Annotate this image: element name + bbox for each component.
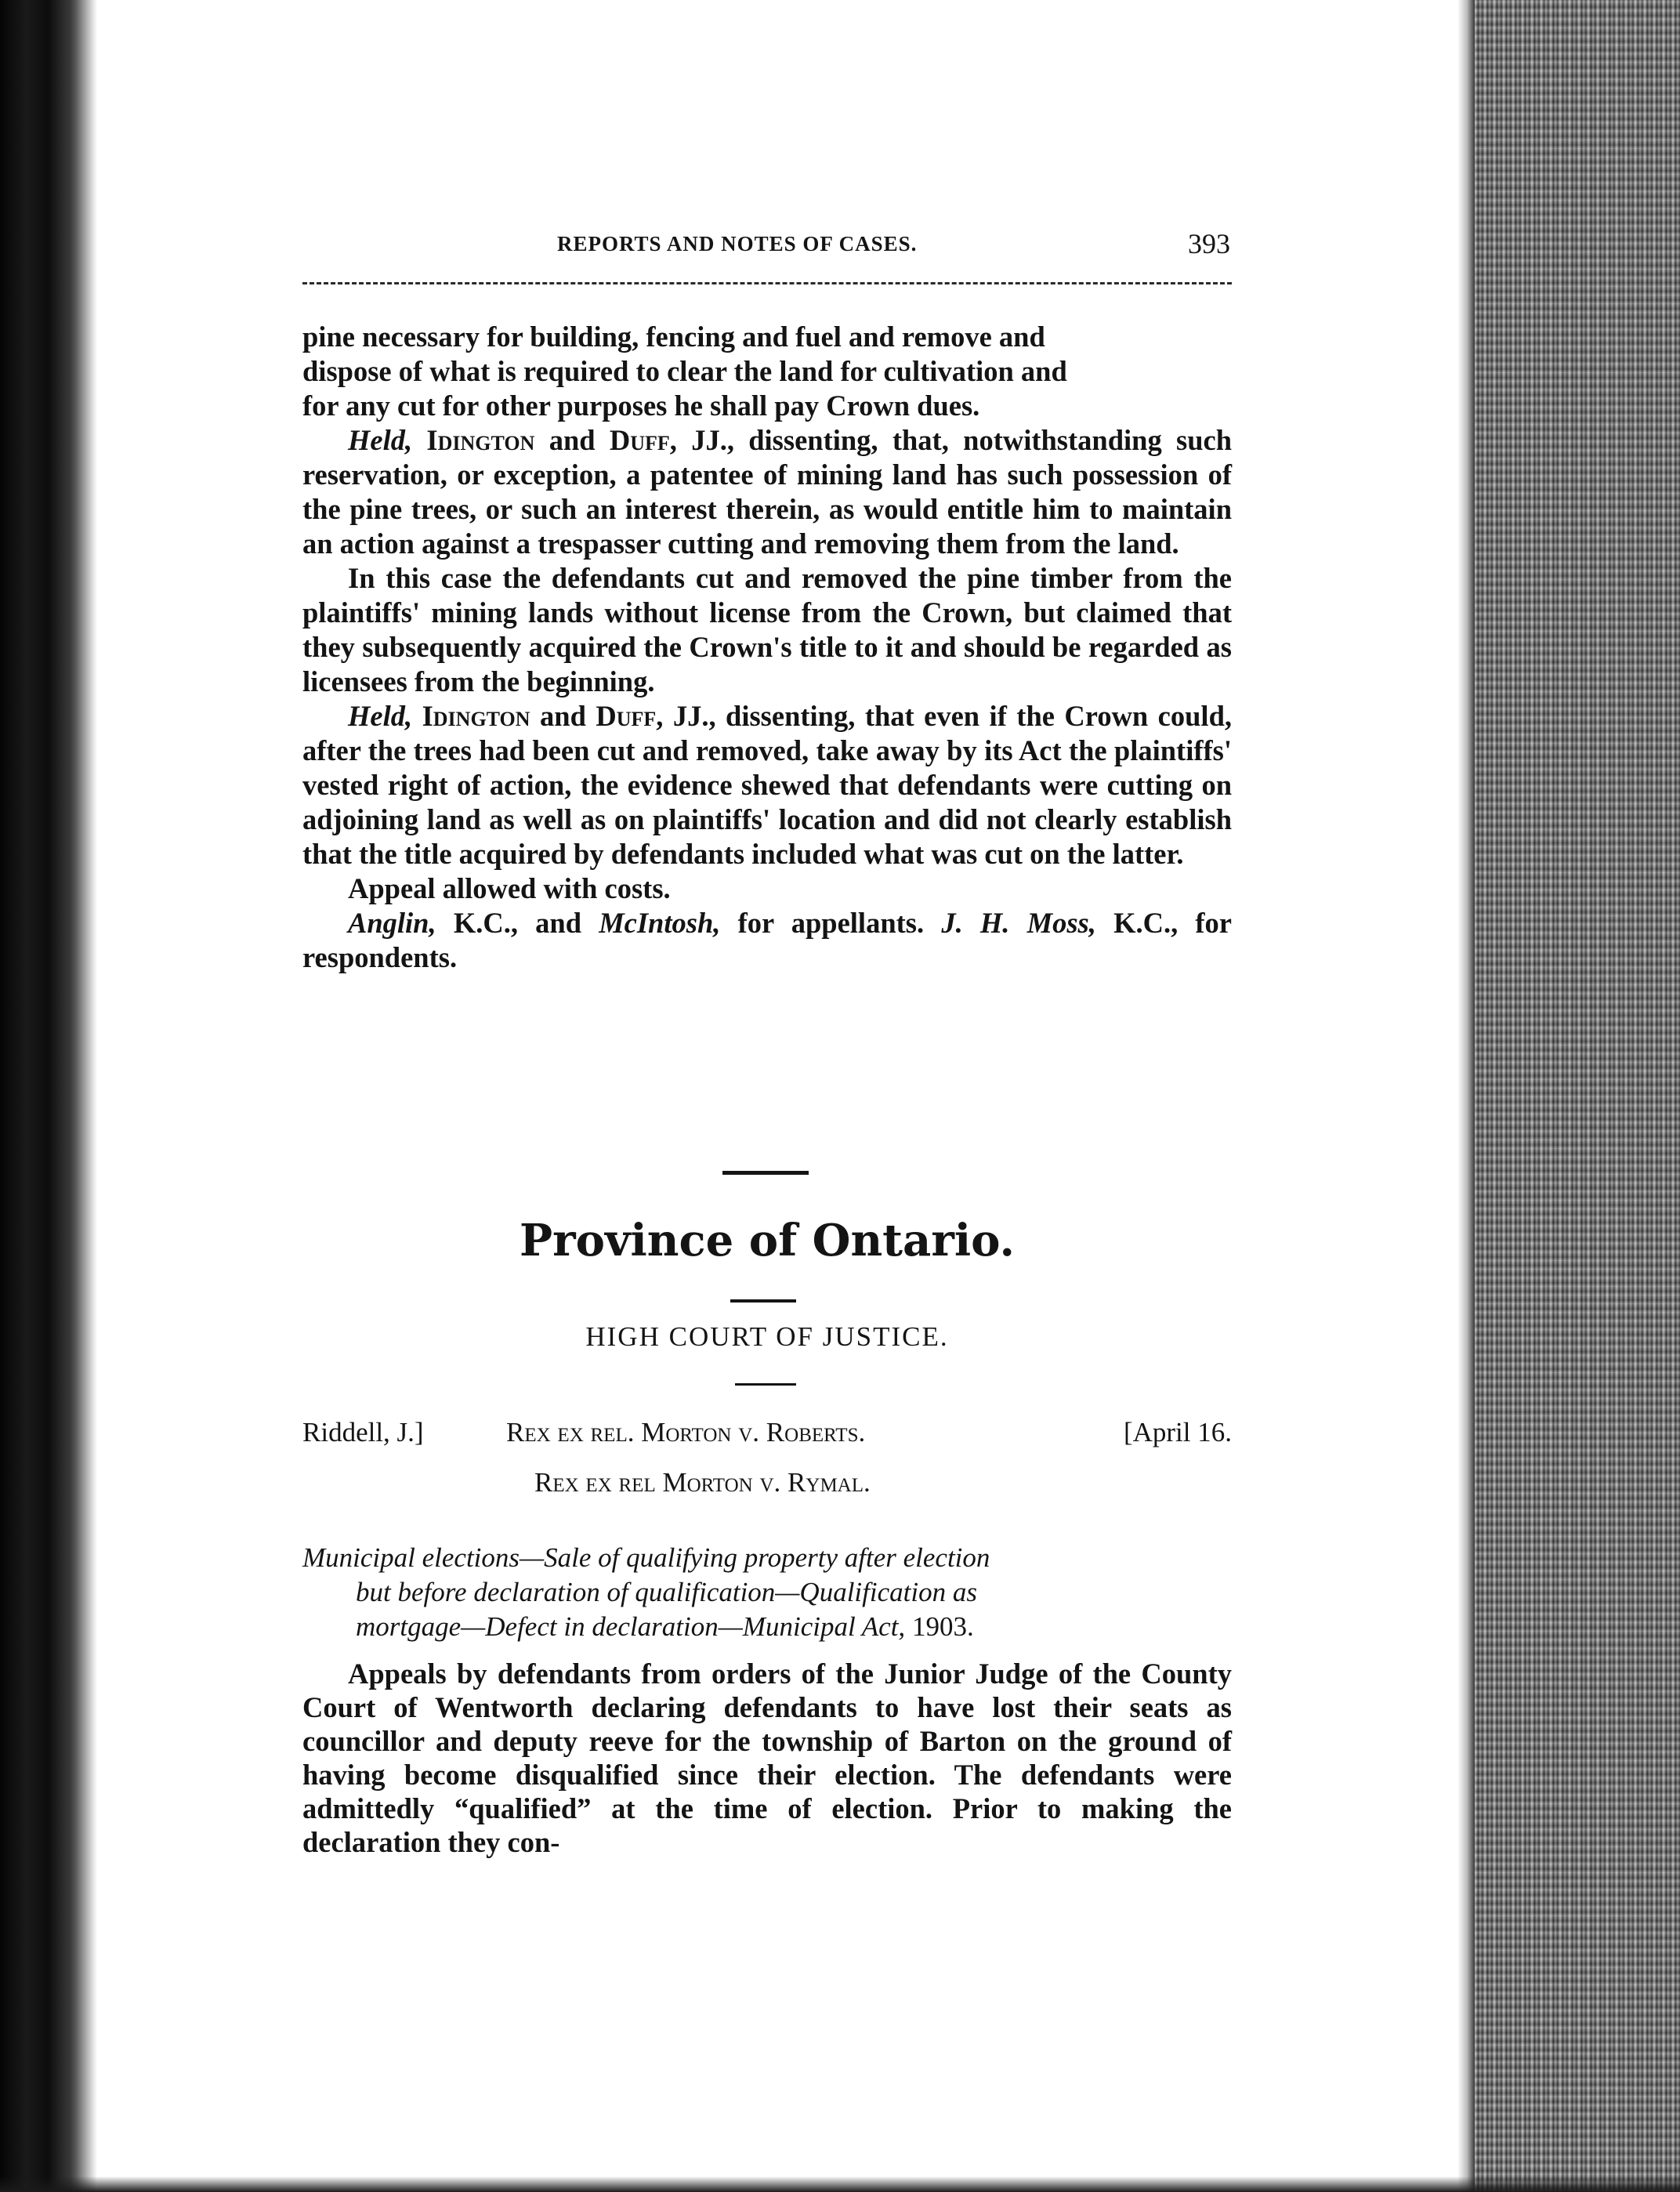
disposition: Appeal allowed with costs.	[348, 872, 671, 904]
judge-label: Riddell, J.]	[302, 1417, 424, 1447]
headnote-year: 1903.	[905, 1611, 974, 1642]
case-title-rymal: Rex ex rel Morton v. Rymal.	[534, 1467, 871, 1498]
headnote-line: Municipal elections—Sale of qualifying property after election	[302, 1542, 990, 1573]
held-paragraph-2	[302, 699, 1232, 871]
headnote-line-text: mortgage—Defect in declaration—Municipal Act,	[356, 1611, 906, 1642]
case-title-roberts: Rex ex rel. Morton v. Roberts.	[506, 1417, 866, 1447]
judge-name: Idington	[422, 700, 530, 732]
province-heading: Province of Ontario.	[520, 1215, 1015, 1266]
counsel-paragraph	[302, 906, 1232, 975]
body-line: for any cut for other purposes he shall pay Crown dues.	[302, 389, 980, 422]
case-paragraph: In this case the defendants cut and removed the pine timber from the plaintiffs' mining lands without license from the Crown, but claimed that they subsequently acquired the Crown's title to it and should be regarded as licensees from the beginning.	[302, 562, 1232, 697]
counsel-name: McIntosh,	[599, 907, 721, 939]
case-report-body	[302, 320, 1232, 975]
judge-name: Duff	[596, 700, 657, 732]
headnote-line: but before declaration of qualification—Qualification as	[356, 1577, 977, 1607]
court-heading: HIGH COURT OF JUSTICE.	[585, 1321, 949, 1352]
counsel-text: K.C., and	[436, 907, 599, 939]
held-text: , JJ., dissenting, that, notwithstanding such reservation, or exception, a patentee of mining land has such possession of the pine trees, or such an interest therein, as would entitle him to maintain an action against a trespasser cutting and removing them from the land.	[302, 424, 1232, 560]
headnote-line	[302, 1610, 1232, 1644]
section-divider	[730, 1299, 796, 1303]
page-right-edge	[1457, 0, 1475, 2192]
body-line: pine necessary for building, fencing and fuel and remove and	[302, 321, 1045, 353]
counsel-name: J. H. Moss,	[941, 907, 1096, 939]
page-left-edge	[75, 0, 97, 2192]
headnote	[302, 1541, 1232, 1644]
appeals-paragraph-block	[302, 1657, 1232, 1859]
section-divider	[735, 1383, 796, 1386]
case-date: [April 16.	[1123, 1417, 1232, 1447]
header-rule	[302, 282, 1232, 284]
counsel-text: K.C., for respondents.	[302, 907, 1232, 973]
held-text: , JJ., dissenting, that even if the Crown could, after the trees had been cut and removed, take away by its Act the plaintiffs' vested right of action, the evidence shewed that defendants were cutting on adjoining land as well as on plaintiffs' location and did not clearly establish that the title acquired by defendants included what was cut on the latter.	[302, 700, 1232, 870]
scanned-right-margin-texture	[1468, 0, 1680, 2192]
running-title: REPORTS AND NOTES OF CASES.	[557, 232, 918, 255]
held-label: Held,	[348, 700, 413, 732]
counsel-text: for appellants.	[720, 907, 942, 939]
counsel-name: Anglin,	[348, 907, 436, 939]
judge-name: Idington	[426, 424, 535, 456]
conjunction: and	[534, 424, 610, 456]
appeals-paragraph: Appeals by defendants from orders of the Junior Judge of the County Court of Wentworth declaring defendants to have lost their seats as councillor and deputy reeve for the township of Barton on the ground of having become disqualified since their election. The defendants were admittedly “qualified” at the time of election. Prior to making the declaration they con-	[302, 1658, 1232, 1858]
case-title-line	[302, 1417, 1232, 1456]
page-number: 393	[1188, 228, 1230, 259]
conjunction: and	[530, 700, 596, 732]
held-paragraph-1	[302, 423, 1232, 561]
body-line: dispose of what is required to clear the land for cultivation and	[302, 355, 1067, 387]
held-label: Held,	[348, 424, 413, 456]
running-head	[302, 227, 1232, 274]
section-divider	[722, 1171, 809, 1175]
page-bottom-edge	[0, 2176, 1680, 2192]
judge-name: Duff	[609, 424, 670, 456]
